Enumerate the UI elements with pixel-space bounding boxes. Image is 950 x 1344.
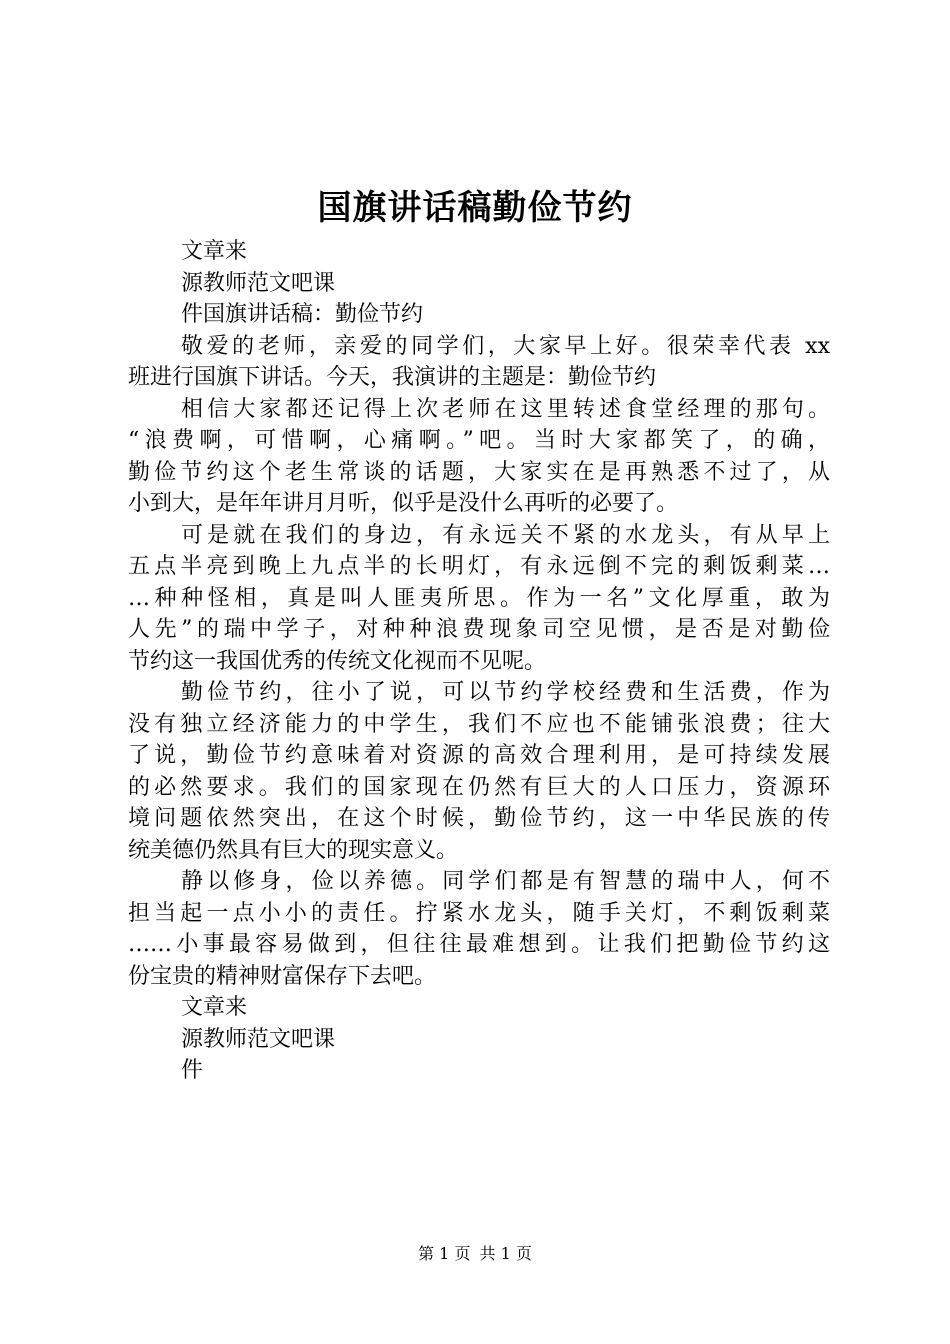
- body-line: 班进行国旗下讲话。今天，我演讲的主题是：勤俭节约: [128, 365, 657, 390]
- body-line: “浪费啊，可惜啊，心痛啊。”吧。当时大家都笑了，的确，: [128, 428, 830, 453]
- body-line: …种种怪相，真是叫人匪夷所思。作为一名”文化厚重，敢为: [128, 585, 830, 611]
- body-line: 的必然要求。我们的国家现在仍然有巨大的人口压力，资源环: [128, 774, 830, 800]
- body-line: 人先”的瑞中学子，对种种浪费现象司空见惯，是否是对勤俭: [128, 617, 830, 642]
- body-line: 担当起一点小小的责任。拧紧水龙头，随手关灯，不剩饭剩菜: [128, 900, 830, 926]
- page-number: 第 1 页: [418, 1244, 471, 1263]
- body-line: 源教师范文吧课: [181, 1026, 336, 1052]
- body-line: 了说，勤俭节约意味着对资源的高效合理利用，是可持续发展: [128, 743, 830, 768]
- body-line: 小到大，是年年讲月月听，似乎是没什么再听的必要了。: [128, 491, 679, 516]
- body-line: 境问题依然突出，在这个时候，勤俭节约，这一中华民族的传: [128, 806, 830, 831]
- body-line: 没有独立经济能力的中学生，我们不应也不能铺张浪费；往大: [128, 711, 830, 737]
- body-line: 源教师范文吧课: [181, 270, 336, 296]
- body-line: 文章来: [181, 239, 248, 264]
- document-title: 国旗讲话稿勤俭节约: [317, 188, 633, 228]
- document-body: [128, 236, 830, 1087]
- body-line: 勤俭节约这个老生常谈的话题，大家实在是再熟悉不过了，从: [128, 459, 830, 485]
- body-line: 件国旗讲话稿：勤俭节约: [181, 302, 424, 327]
- body-line: 勤俭节约，往小了说，可以节约学校经费和生活费，作为: [181, 680, 830, 705]
- body-line: 相信大家都还记得上次老师在这里转述食堂经理的那句。: [181, 396, 830, 422]
- body-line: 可是就在我们的身边，有永远关不紧的水龙头，有从早上: [181, 522, 830, 548]
- body-line: 五点半亮到晚上九点半的长明灯，有永远倒不完的剩饭剩菜…: [128, 554, 830, 579]
- body-line: 件: [181, 1058, 204, 1083]
- body-line: 份宝贵的精神财富保存下去吧。: [128, 963, 437, 989]
- body-line: 统美德仍然具有巨大的现实意义。: [128, 837, 459, 863]
- page-footer: [0, 1243, 950, 1265]
- body-line: 节约这一我国优秀的传统文化视而不见呢。: [128, 648, 547, 674]
- body-line: 敬爱的老师，亲爱的同学们，大家早上好。很荣幸代表 xx: [181, 333, 830, 359]
- body-line: 静以修身，俭以养德。同学们都是有智慧的瑞中人，何不: [181, 869, 830, 894]
- page-total: 共 1 页: [479, 1244, 532, 1263]
- body-line: 文章来: [181, 995, 248, 1020]
- body-line: ……小事最容易做到，但往往最难想到。让我们把勤俭节约这: [128, 932, 830, 957]
